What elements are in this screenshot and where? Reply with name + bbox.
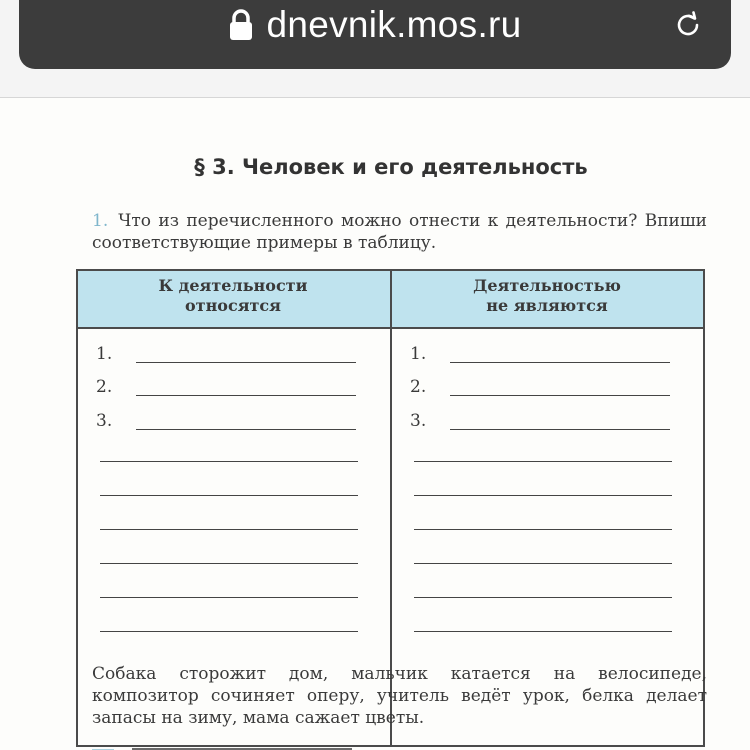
row-number: 3. (410, 411, 427, 431)
answer-line[interactable] (450, 362, 670, 363)
left-blank-line[interactable] (100, 461, 358, 462)
header-activity-line-1: К деятельности (158, 276, 308, 295)
row-number: 1. (410, 344, 427, 364)
right-blank-line[interactable] (414, 597, 672, 598)
lock-icon (228, 8, 254, 42)
left-row-2[interactable] (96, 377, 376, 401)
task-text: Что из перечисленного можно отнести к деятельности? Впиши соответствующие примеры в таблицу. (92, 211, 707, 253)
answer-line[interactable] (136, 429, 356, 430)
row-number: 3. (96, 411, 113, 431)
right-row-3[interactable] (410, 411, 690, 435)
examples-paragraph: Собака сторожит дом, мальчик катается на велосипеде, композитор сочиняет оперу, учитель ведёт урок, белка делает запасы на зиму, мама сажает цветы. (92, 664, 707, 728)
header-not-activity (392, 276, 702, 316)
row-number: 2. (410, 377, 427, 397)
header-activity-line-2: относятся (184, 296, 281, 315)
header-not-activity-line-2: не являются (486, 296, 608, 315)
answer-line[interactable] (136, 395, 356, 396)
browser-top-bar (0, 0, 750, 98)
address-bar[interactable] (19, 0, 731, 69)
right-row-2[interactable] (410, 377, 690, 401)
right-blank-line[interactable] (414, 461, 672, 462)
header-activity (78, 276, 388, 316)
task-number: 1. (92, 211, 109, 231)
right-blank-line[interactable] (414, 563, 672, 564)
reload-icon[interactable] (672, 9, 704, 41)
task-1 (92, 210, 707, 254)
answer-line[interactable] (136, 362, 356, 363)
url-text[interactable]: dnevnik.mos.ru (266, 4, 522, 45)
right-blank-line[interactable] (414, 529, 672, 530)
textbook-page (0, 98, 750, 750)
left-row-3[interactable] (96, 411, 376, 435)
row-number: 1. (96, 344, 113, 364)
header-not-activity-line-1: Деятельностью (473, 276, 621, 295)
right-row-1[interactable] (410, 344, 690, 368)
row-number: 2. (96, 377, 113, 397)
section-title: § 3. Человек и его деятельность (194, 155, 588, 179)
answer-line[interactable] (450, 395, 670, 396)
cropped-next-task (92, 740, 372, 750)
right-blank-line[interactable] (414, 495, 672, 496)
left-blank-line[interactable] (100, 529, 358, 530)
answer-line[interactable] (450, 429, 670, 430)
left-blank-line[interactable] (100, 495, 358, 496)
left-blank-line[interactable] (100, 631, 358, 632)
left-blank-line[interactable] (100, 563, 358, 564)
right-blank-line[interactable] (414, 631, 672, 632)
left-blank-line[interactable] (100, 597, 358, 598)
url-container[interactable] (19, 0, 731, 50)
left-row-1[interactable] (96, 344, 376, 368)
